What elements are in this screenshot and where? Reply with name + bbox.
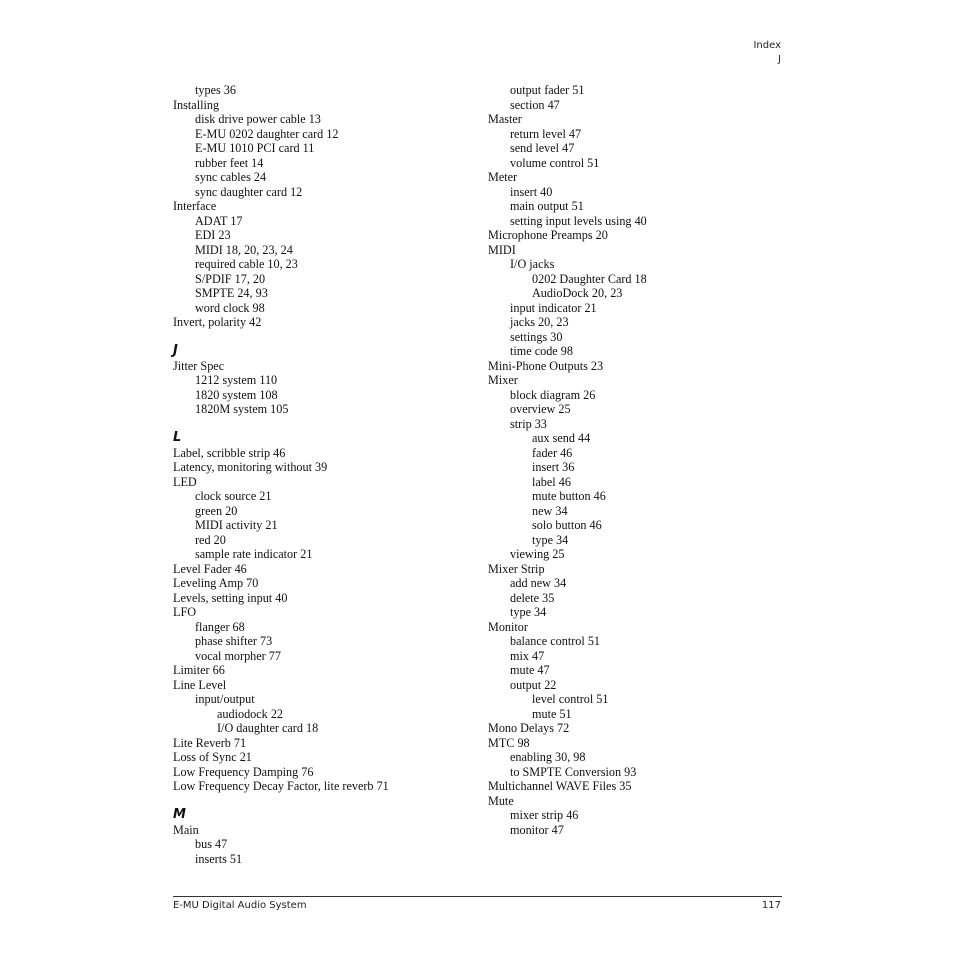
- index-entry: MIDI: [488, 242, 516, 257]
- index-subentry: 1212 system 110: [195, 373, 278, 387]
- index-subentry: send level 47: [510, 141, 575, 155]
- index-subentry: MIDI activity 21: [195, 518, 278, 532]
- index-entry: Microphone Preamps 20: [488, 228, 608, 242]
- index-subentry: rubber feet 14: [195, 155, 264, 170]
- index-subentry: overview 25: [510, 402, 571, 416]
- index-subentry: volume control 51: [510, 155, 600, 170]
- index-subentry: new 34: [532, 503, 568, 518]
- index-entry: Invert, polarity 42: [173, 315, 262, 329]
- index-subentry: input indicator 21: [510, 300, 597, 315]
- index-entry: Limiter 66: [173, 663, 225, 677]
- index-subentry: jacks 20, 23: [510, 315, 569, 329]
- index-subentry: ADAT 17: [195, 213, 243, 228]
- index-subentry: green 20: [195, 503, 238, 518]
- index-entry: Jitter Spec: [173, 358, 225, 373]
- index-entry: Levels, setting input 40: [173, 590, 288, 605]
- index-subentry: output 22: [510, 677, 557, 692]
- index-subentry: input/output: [195, 692, 255, 706]
- index-entry: LFO: [173, 605, 197, 619]
- index-subentry: 1820M system 105: [195, 402, 289, 416]
- index-subentry: strip 33: [510, 416, 547, 431]
- index-subentry: section 47: [510, 97, 560, 112]
- index-letter-heading: M: [173, 806, 186, 822]
- index-entry: Installing: [173, 97, 220, 112]
- index-entry: Low Frequency Damping 76: [173, 764, 314, 779]
- index-entry: MTC 98: [488, 735, 530, 750]
- index-column-left: [173, 83, 478, 866]
- index-entry: Mixer Strip: [488, 561, 545, 576]
- index-subentry: disk drive power cable 13: [195, 112, 321, 126]
- index-subentry: viewing 25: [510, 547, 565, 561]
- index-subentry: 1820 system 108: [195, 387, 278, 402]
- index-subentry: red 20: [195, 532, 226, 547]
- running-header: [753, 39, 781, 67]
- index-entry: Main: [173, 822, 199, 837]
- index-entry: Meter: [488, 170, 518, 184]
- index-subentry: delete 35: [510, 590, 555, 605]
- index-subentry: 0202 Daughter Card 18: [532, 271, 647, 286]
- index-entry: Low Frequency Decay Factor, lite reverb 71: [173, 779, 389, 793]
- index-subentry: block diagram 26: [510, 387, 596, 402]
- index-subentry: vocal morpher 77: [195, 648, 281, 663]
- index-entry: Loss of Sync 21: [173, 750, 252, 764]
- index-subentry: setting input levels using 40: [510, 213, 647, 228]
- index-subentry: to SMPTE Conversion 93: [510, 764, 637, 779]
- index-entry: Label, scribble strip 46: [173, 445, 286, 460]
- index-subentry: insert 40: [510, 184, 553, 199]
- index-entry: Level Fader 46: [173, 561, 247, 576]
- index-subentry: SMPTE 24, 93: [195, 286, 268, 300]
- index-subentry: E-MU 1010 PCI card 11: [195, 141, 315, 155]
- index-subentry: mute button 46: [532, 489, 606, 503]
- index-subentry: audiodock 22: [217, 706, 284, 721]
- index-entry: Leveling Amp 70: [173, 576, 259, 590]
- index-subentry: phase shifter 73: [195, 634, 273, 648]
- index-subentry: aux send 44: [532, 431, 591, 445]
- index-subentry: output fader 51: [510, 83, 585, 97]
- index-subentry: inserts 51: [195, 851, 243, 866]
- index-subentry: mix 47: [510, 648, 545, 663]
- index-subentry: fader 46: [532, 445, 573, 460]
- index-subentry: time code 98: [510, 344, 573, 358]
- index-subentry: balance control 51: [510, 634, 601, 648]
- index-subentry: E-MU 0202 daughter card 12: [195, 126, 339, 141]
- index-subentry: monitor 47: [510, 822, 564, 837]
- index-entry: Interface: [173, 199, 217, 213]
- footer-title: E-MU Digital Audio System: [173, 900, 307, 911]
- index-subentry: AudioDock 20, 23: [532, 286, 623, 300]
- index-subentry: add new 34: [510, 576, 567, 590]
- index-subentry: settings 30: [510, 329, 563, 344]
- index-subentry: word clock 98: [195, 300, 265, 315]
- index-subentry: sample rate indicator 21: [195, 547, 313, 561]
- index-entry: Mute: [488, 793, 514, 808]
- index-subentry: S/PDIF 17, 20: [195, 271, 266, 286]
- index-subentry: return level 47: [510, 126, 582, 141]
- index-subentry: type 34: [510, 605, 547, 619]
- index-subentry: required cable 10, 23: [195, 257, 298, 271]
- header-section: Index: [753, 40, 781, 51]
- index-subentry: level control 51: [532, 692, 609, 706]
- index-subentry: solo button 46: [532, 518, 602, 532]
- index-subentry: clock source 21: [195, 489, 272, 503]
- footer-rule: [173, 896, 782, 897]
- index-letter-heading: L: [173, 429, 182, 445]
- index-entry: Lite Reverb 71: [173, 735, 247, 750]
- index-subentry: mixer strip 46: [510, 808, 579, 822]
- index-subentry: MIDI 18, 20, 23, 24: [195, 242, 293, 257]
- index-subentry: mute 47: [510, 663, 550, 677]
- index-subentry: insert 36: [532, 460, 575, 474]
- index-subentry: sync cables 24: [195, 170, 267, 184]
- index-subentry: flanger 68: [195, 619, 245, 634]
- index-entry: Latency, monitoring without 39: [173, 460, 328, 474]
- header-letter: J: [778, 54, 781, 65]
- index-subentry: types 36: [195, 83, 236, 97]
- index-column-right: [488, 83, 788, 837]
- index-subentry: label 46: [532, 474, 571, 489]
- index-subentry: enabling 30, 98: [510, 750, 586, 764]
- index-entry: Mono Delays 72: [488, 721, 570, 735]
- index-entry: LED: [173, 474, 197, 489]
- index-subentry: sync daughter card 12: [195, 184, 303, 199]
- index-subentry: main output 51: [510, 199, 584, 213]
- index-subentry: I/O jacks: [510, 257, 555, 271]
- index-entry: Mixer: [488, 373, 518, 387]
- index-subentry: EDI 23: [195, 228, 231, 242]
- index-entry: Mini-Phone Outputs 23: [488, 358, 604, 373]
- index-entry: Line Level: [173, 677, 227, 692]
- index-entry: Master: [488, 112, 522, 126]
- page-number: 117: [761, 900, 781, 911]
- index-entry: Multichannel WAVE Files 35: [488, 779, 632, 793]
- index-subentry: type 34: [532, 532, 569, 547]
- index-entry: Monitor: [488, 619, 528, 634]
- index-subentry: mute 51: [532, 706, 572, 721]
- index-letter-heading: J: [173, 342, 178, 358]
- index-subentry: I/O daughter card 18: [217, 721, 319, 735]
- index-subentry: bus 47: [195, 837, 228, 851]
